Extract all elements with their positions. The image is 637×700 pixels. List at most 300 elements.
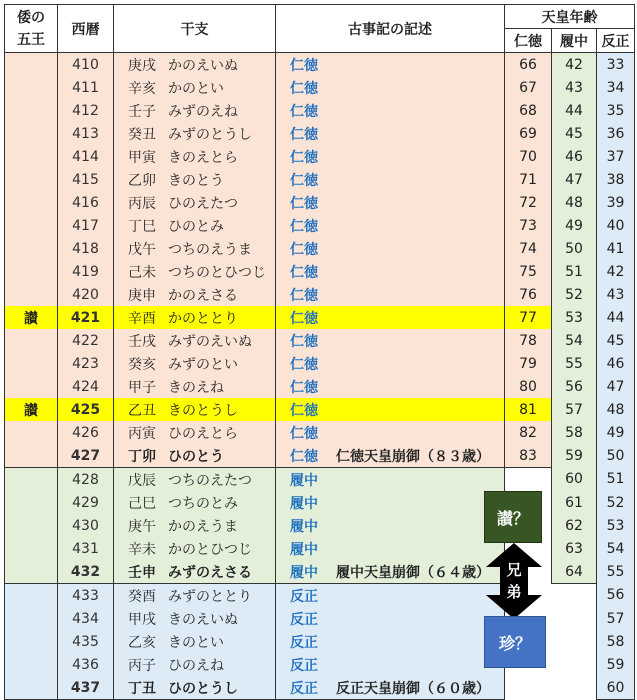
kojiki-cell — [276, 306, 505, 329]
wa-king-cell — [5, 630, 58, 653]
table-row — [5, 214, 635, 237]
wa-king-cell — [5, 607, 58, 630]
kanshi-cell — [114, 491, 276, 514]
wa-king-cell — [5, 676, 58, 700]
kojiki-cell — [276, 237, 505, 260]
kanshi-cell — [114, 375, 276, 398]
reigning-emperor: 反正 — [290, 611, 318, 628]
kanshi-kanji: 己未 — [128, 264, 156, 281]
age-hanzei-cell: 42 — [597, 260, 635, 283]
kanshi-reading: かのとい — [168, 80, 224, 97]
age-hanzei-cell: 40 — [597, 214, 635, 237]
table-row — [5, 99, 635, 122]
reigning-emperor: 仁徳 — [290, 310, 318, 327]
header-age-richu: 履中 — [552, 29, 597, 53]
kanshi-reading: きのえとら — [168, 149, 238, 166]
wa-king-cell — [5, 653, 58, 676]
wa-king-cell — [5, 537, 58, 560]
wa-king-cell — [5, 514, 58, 537]
age-richu-cell: 59 — [552, 444, 597, 468]
reigning-emperor: 仁徳 — [290, 402, 318, 419]
age-hanzei-cell: 53 — [597, 514, 635, 537]
kanshi-kanji: 乙卯 — [128, 172, 156, 189]
kanshi-kanji: 壬申 — [128, 564, 156, 581]
table-row — [5, 53, 635, 77]
reigning-emperor: 仁徳 — [290, 149, 318, 166]
kanshi-cell — [114, 53, 276, 77]
kanshi-kanji: 丁巳 — [128, 218, 156, 235]
kanshi-reading: きのえいぬ — [168, 611, 238, 628]
wa-king-cell — [5, 145, 58, 168]
demise-note: 反正天皇崩御（６０歳） — [336, 680, 490, 697]
kanshi-kanji: 辛未 — [128, 541, 156, 558]
reigning-emperor: 反正 — [290, 634, 318, 651]
year-cell: 416 — [58, 191, 114, 214]
kanshi-reading: みずのとうし — [168, 126, 252, 143]
age-nintoku-cell: 72 — [505, 191, 552, 214]
header-kojiki: 古事記の記述 — [276, 5, 505, 53]
wa-king-cell — [5, 237, 58, 260]
year-cell: 432 — [58, 560, 114, 584]
kanshi-kanji: 庚午 — [128, 518, 156, 535]
kanshi-reading: ひのとうし — [168, 680, 238, 697]
kanshi-cell — [114, 537, 276, 560]
age-richu-cell: 48 — [552, 191, 597, 214]
chin-callout — [484, 616, 546, 668]
header-wa-no-goo: 倭の 五王 — [5, 5, 58, 53]
age-nintoku-cell: 70 — [505, 145, 552, 168]
age-richu-cell: 51 — [552, 260, 597, 283]
reigning-emperor: 仁徳 — [290, 356, 318, 373]
table-row — [5, 122, 635, 145]
age-hanzei-cell: 39 — [597, 191, 635, 214]
age-richu-cell: 64 — [552, 560, 597, 584]
kanshi-reading: つちのとみ — [168, 495, 238, 512]
kanshi-cell — [114, 421, 276, 444]
age-richu-cell — [552, 630, 597, 653]
age-richu-cell: 54 — [552, 329, 597, 352]
age-hanzei-cell: 41 — [597, 237, 635, 260]
kanshi-reading: かのえさる — [168, 287, 238, 304]
kanshi-cell — [114, 306, 276, 329]
table-row — [5, 421, 635, 444]
kanshi-kanji: 戊辰 — [128, 472, 156, 489]
kanshi-kanji: 己巳 — [128, 495, 156, 512]
table-row — [5, 375, 635, 398]
wa-king-cell — [5, 491, 58, 514]
kanshi-reading: みずのえいぬ — [168, 333, 252, 350]
wa-king-cell — [5, 260, 58, 283]
age-richu-cell — [552, 676, 597, 700]
header-age-group: 天皇年齢 — [505, 5, 635, 29]
kanshi-kanji: 庚申 — [128, 287, 156, 304]
table-row — [5, 676, 635, 700]
table-row — [5, 168, 635, 191]
kanshi-cell — [114, 283, 276, 306]
reigning-emperor: 履中 — [290, 495, 318, 512]
age-hanzei-cell: 60 — [597, 676, 635, 700]
age-richu-cell — [552, 584, 597, 608]
wa-king-cell — [5, 584, 58, 608]
kojiki-cell — [276, 491, 505, 514]
kojiki-cell — [276, 607, 505, 630]
kanshi-reading: つちのえうま — [168, 241, 252, 258]
age-richu-cell: 50 — [552, 237, 597, 260]
kanshi-reading: みずのえね — [168, 103, 238, 120]
age-richu-cell: 60 — [552, 468, 597, 492]
kojiki-cell — [276, 329, 505, 352]
kanshi-reading: ひのえとら — [168, 425, 238, 442]
kojiki-cell — [276, 537, 505, 560]
kanshi-kanji: 辛酉 — [128, 310, 156, 327]
kanshi-kanji: 甲寅 — [128, 149, 156, 166]
age-richu-cell: 43 — [552, 76, 597, 99]
age-nintoku-cell: 77 — [505, 306, 552, 329]
age-richu-cell: 53 — [552, 306, 597, 329]
kanshi-kanji: 癸亥 — [128, 356, 156, 373]
kojiki-cell — [276, 99, 505, 122]
demise-note: 履中天皇崩御（６４歳） — [336, 564, 490, 581]
wa-king-cell — [5, 283, 58, 306]
wa-king-cell — [5, 214, 58, 237]
kanshi-reading: ひのえね — [168, 657, 224, 674]
age-nintoku-cell: 74 — [505, 237, 552, 260]
kanshi-kanji: 丁丑 — [128, 680, 156, 697]
kanshi-cell — [114, 584, 276, 608]
kanshi-cell — [114, 514, 276, 537]
kojiki-cell — [276, 560, 505, 584]
kojiki-cell — [276, 375, 505, 398]
table-row — [5, 76, 635, 99]
reigning-emperor: 仁徳 — [290, 264, 318, 281]
table-row — [5, 191, 635, 214]
wa-king-cell — [5, 375, 58, 398]
age-richu-cell: 44 — [552, 99, 597, 122]
kanshi-reading: きのとい — [168, 634, 224, 651]
table-row — [5, 468, 635, 492]
age-hanzei-cell: 49 — [597, 421, 635, 444]
kanshi-reading: かのととり — [168, 310, 238, 327]
kojiki-cell — [276, 260, 505, 283]
age-hanzei-cell: 58 — [597, 630, 635, 653]
table-row — [5, 398, 635, 421]
year-cell: 429 — [58, 491, 114, 514]
age-richu-cell: 62 — [552, 514, 597, 537]
age-hanzei-cell: 52 — [597, 491, 635, 514]
year-cell: 435 — [58, 630, 114, 653]
kojiki-cell — [276, 630, 505, 653]
age-nintoku-cell: 67 — [505, 76, 552, 99]
year-cell: 437 — [58, 676, 114, 700]
kanshi-kanji: 甲戌 — [128, 611, 156, 628]
table-row — [5, 145, 635, 168]
kojiki-cell — [276, 398, 505, 421]
reigning-emperor: 仁徳 — [290, 448, 318, 465]
wa-king-cell — [5, 352, 58, 375]
age-hanzei-cell: 48 — [597, 398, 635, 421]
age-nintoku-cell: 81 — [505, 398, 552, 421]
age-hanzei-cell: 45 — [597, 329, 635, 352]
reigning-emperor: 仁徳 — [290, 379, 318, 396]
year-cell: 415 — [58, 168, 114, 191]
age-hanzei-cell: 34 — [597, 76, 635, 99]
age-richu-cell: 46 — [552, 145, 597, 168]
reigning-emperor: 反正 — [290, 680, 318, 697]
header-kanshi: 干支 — [114, 5, 276, 53]
age-hanzei-cell: 59 — [597, 653, 635, 676]
age-nintoku-cell: 82 — [505, 421, 552, 444]
age-nintoku-cell: 69 — [505, 122, 552, 145]
wa-king-cell — [5, 421, 58, 444]
age-nintoku-cell: 66 — [505, 53, 552, 77]
kanshi-cell — [114, 676, 276, 700]
year-cell: 428 — [58, 468, 114, 492]
age-richu-cell: 42 — [552, 53, 597, 77]
kojiki-cell — [276, 76, 505, 99]
kanshi-cell — [114, 122, 276, 145]
kanshi-reading: つちのえたつ — [168, 472, 252, 489]
age-hanzei-cell: 37 — [597, 145, 635, 168]
kanshi-reading: きのとう — [168, 172, 224, 189]
kanshi-kanji: 癸酉 — [128, 588, 156, 605]
reigning-emperor: 仁徳 — [290, 218, 318, 235]
age-hanzei-cell: 46 — [597, 352, 635, 375]
kanshi-cell — [114, 630, 276, 653]
age-hanzei-cell: 33 — [597, 53, 635, 77]
wa-king-cell — [5, 76, 58, 99]
kanshi-cell — [114, 260, 276, 283]
age-richu-cell: 52 — [552, 283, 597, 306]
age-richu-cell — [552, 653, 597, 676]
age-richu-cell: 58 — [552, 421, 597, 444]
age-nintoku-cell: 68 — [505, 99, 552, 122]
kojiki-cell — [276, 653, 505, 676]
kanshi-reading: きのえね — [168, 379, 224, 396]
year-cell: 434 — [58, 607, 114, 630]
age-hanzei-cell: 55 — [597, 560, 635, 584]
kojiki-cell — [276, 352, 505, 375]
reigning-emperor: 履中 — [290, 564, 318, 581]
year-cell: 433 — [58, 584, 114, 608]
kanshi-kanji: 丁卯 — [128, 448, 156, 465]
wa-king-cell — [5, 444, 58, 468]
age-nintoku-cell — [505, 468, 552, 492]
kojiki-cell — [276, 145, 505, 168]
reigning-emperor: 仁徳 — [290, 287, 318, 304]
reigning-emperor: 履中 — [290, 541, 318, 558]
year-cell: 413 — [58, 122, 114, 145]
kanshi-cell — [114, 607, 276, 630]
kyodai-label — [500, 553, 528, 609]
reigning-emperor: 反正 — [290, 588, 318, 605]
kojiki-cell — [276, 122, 505, 145]
year-cell: 420 — [58, 283, 114, 306]
wa-king-cell — [5, 168, 58, 191]
age-hanzei-cell: 57 — [597, 607, 635, 630]
year-cell: 421 — [58, 306, 114, 329]
age-richu-cell: 56 — [552, 375, 597, 398]
wa-king-cell — [5, 560, 58, 584]
wa-king-cell — [5, 99, 58, 122]
age-nintoku-cell: 73 — [505, 214, 552, 237]
wa-king-cell: 讃 — [5, 306, 58, 329]
kanshi-kanji: 丙子 — [128, 657, 156, 674]
age-nintoku-cell: 83 — [505, 444, 552, 468]
table-row — [5, 444, 635, 468]
age-hanzei-cell: 50 — [597, 444, 635, 468]
wa-king-cell — [5, 53, 58, 77]
kanshi-reading: かのとひつじ — [168, 541, 252, 558]
reigning-emperor: 仁徳 — [290, 195, 318, 212]
kanshi-kanji: 壬子 — [128, 103, 156, 120]
age-hanzei-cell: 51 — [597, 468, 635, 492]
kojiki-cell — [276, 53, 505, 77]
age-nintoku-cell: 78 — [505, 329, 552, 352]
kanshi-reading: みずのえさる — [168, 564, 252, 581]
year-cell: 425 — [58, 398, 114, 421]
kojiki-cell — [276, 421, 505, 444]
reigning-emperor: 反正 — [290, 657, 318, 674]
year-cell: 418 — [58, 237, 114, 260]
age-hanzei-cell: 56 — [597, 584, 635, 608]
kanshi-reading: ひのとう — [168, 448, 224, 465]
reigning-emperor: 仁徳 — [290, 126, 318, 143]
year-cell: 419 — [58, 260, 114, 283]
reigning-emperor: 仁徳 — [290, 172, 318, 189]
kanshi-kanji: 乙亥 — [128, 634, 156, 651]
kanshi-reading: ひのえたつ — [168, 195, 238, 212]
kanshi-cell — [114, 99, 276, 122]
kanshi-cell — [114, 398, 276, 421]
table-row — [5, 237, 635, 260]
age-hanzei-cell: 35 — [597, 99, 635, 122]
age-nintoku-cell: 76 — [505, 283, 552, 306]
kanshi-reading: かのえいぬ — [168, 57, 238, 74]
kanshi-reading: みずのとい — [168, 356, 238, 373]
kanshi-cell — [114, 191, 276, 214]
kojiki-cell — [276, 468, 505, 492]
header-age-hanzei: 反正 — [597, 29, 635, 53]
kanshi-cell — [114, 653, 276, 676]
kojiki-cell — [276, 283, 505, 306]
year-cell: 427 — [58, 444, 114, 468]
kanshi-reading: ひのとみ — [168, 218, 224, 235]
wa-king-cell: 讃 — [5, 398, 58, 421]
year-cell: 422 — [58, 329, 114, 352]
kojiki-cell — [276, 514, 505, 537]
reigning-emperor: 仁徳 — [290, 80, 318, 97]
kojiki-cell — [276, 168, 505, 191]
kojiki-cell — [276, 191, 505, 214]
kanshi-cell — [114, 76, 276, 99]
age-richu-cell: 55 — [552, 352, 597, 375]
san-callout — [484, 491, 542, 543]
kanshi-kanji: 壬戌 — [128, 333, 156, 350]
kyodai-text: 兄 弟 — [506, 561, 522, 601]
kanshi-kanji: 丙辰 — [128, 195, 156, 212]
year-cell: 436 — [58, 653, 114, 676]
demise-note: 仁徳天皇崩御（８３歳） — [336, 448, 490, 465]
wa-king-cell — [5, 122, 58, 145]
reigning-emperor: 履中 — [290, 472, 318, 489]
kanshi-cell — [114, 237, 276, 260]
age-nintoku-cell: 80 — [505, 375, 552, 398]
kanshi-kanji: 辛亥 — [128, 80, 156, 97]
age-nintoku-cell — [505, 676, 552, 700]
age-hanzei-cell: 44 — [597, 306, 635, 329]
year-cell: 426 — [58, 421, 114, 444]
kanshi-cell — [114, 468, 276, 492]
wa-king-cell — [5, 329, 58, 352]
year-cell: 417 — [58, 214, 114, 237]
kanshi-cell — [114, 145, 276, 168]
kojiki-cell — [276, 444, 505, 468]
kanshi-cell — [114, 329, 276, 352]
reigning-emperor: 仁徳 — [290, 241, 318, 258]
year-cell: 414 — [58, 145, 114, 168]
kanshi-reading: つちのとひつじ — [168, 264, 266, 281]
year-cell: 410 — [58, 53, 114, 77]
age-richu-cell: 47 — [552, 168, 597, 191]
age-richu-cell: 57 — [552, 398, 597, 421]
age-hanzei-cell: 47 — [597, 375, 635, 398]
kojiki-cell — [276, 584, 505, 608]
table-row — [5, 306, 635, 329]
age-richu-cell: 45 — [552, 122, 597, 145]
year-cell: 424 — [58, 375, 114, 398]
kanshi-cell — [114, 214, 276, 237]
wa-king-cell — [5, 468, 58, 492]
header-seireki: 西暦 — [58, 5, 114, 53]
kanshi-cell — [114, 168, 276, 191]
kanshi-kanji: 乙丑 — [128, 402, 156, 419]
reigning-emperor: 仁徳 — [290, 333, 318, 350]
header-age-nintoku: 仁徳 — [505, 29, 552, 53]
wa-king-cell — [5, 191, 58, 214]
reigning-emperor: 仁徳 — [290, 425, 318, 442]
reigning-emperor: 仁徳 — [290, 103, 318, 120]
age-richu-cell — [552, 607, 597, 630]
table-row — [5, 260, 635, 283]
year-cell: 423 — [58, 352, 114, 375]
table-row — [5, 352, 635, 375]
chin-callout-label: 珍？ — [498, 633, 531, 653]
table-row — [5, 329, 635, 352]
age-hanzei-cell: 38 — [597, 168, 635, 191]
age-richu-cell: 61 — [552, 491, 597, 514]
year-cell: 430 — [58, 514, 114, 537]
kanshi-reading: かのえうま — [168, 518, 238, 535]
kanshi-cell — [114, 560, 276, 584]
age-hanzei-cell: 43 — [597, 283, 635, 306]
kanshi-kanji: 戊午 — [128, 241, 156, 258]
kanshi-kanji: 癸丑 — [128, 126, 156, 143]
table-row — [5, 283, 635, 306]
reigning-emperor: 仁徳 — [290, 57, 318, 74]
age-nintoku-cell: 71 — [505, 168, 552, 191]
kanshi-kanji: 丙寅 — [128, 425, 156, 442]
kanshi-kanji: 甲子 — [128, 379, 156, 396]
age-richu-cell: 49 — [552, 214, 597, 237]
age-nintoku-cell: 79 — [505, 352, 552, 375]
age-hanzei-cell: 36 — [597, 122, 635, 145]
age-hanzei-cell: 54 — [597, 537, 635, 560]
san-callout-label: 讃？ — [496, 508, 529, 528]
kanshi-kanji: 庚戌 — [128, 57, 156, 74]
age-richu-cell: 63 — [552, 537, 597, 560]
kanshi-reading: きのとうし — [168, 402, 238, 419]
year-cell: 411 — [58, 76, 114, 99]
